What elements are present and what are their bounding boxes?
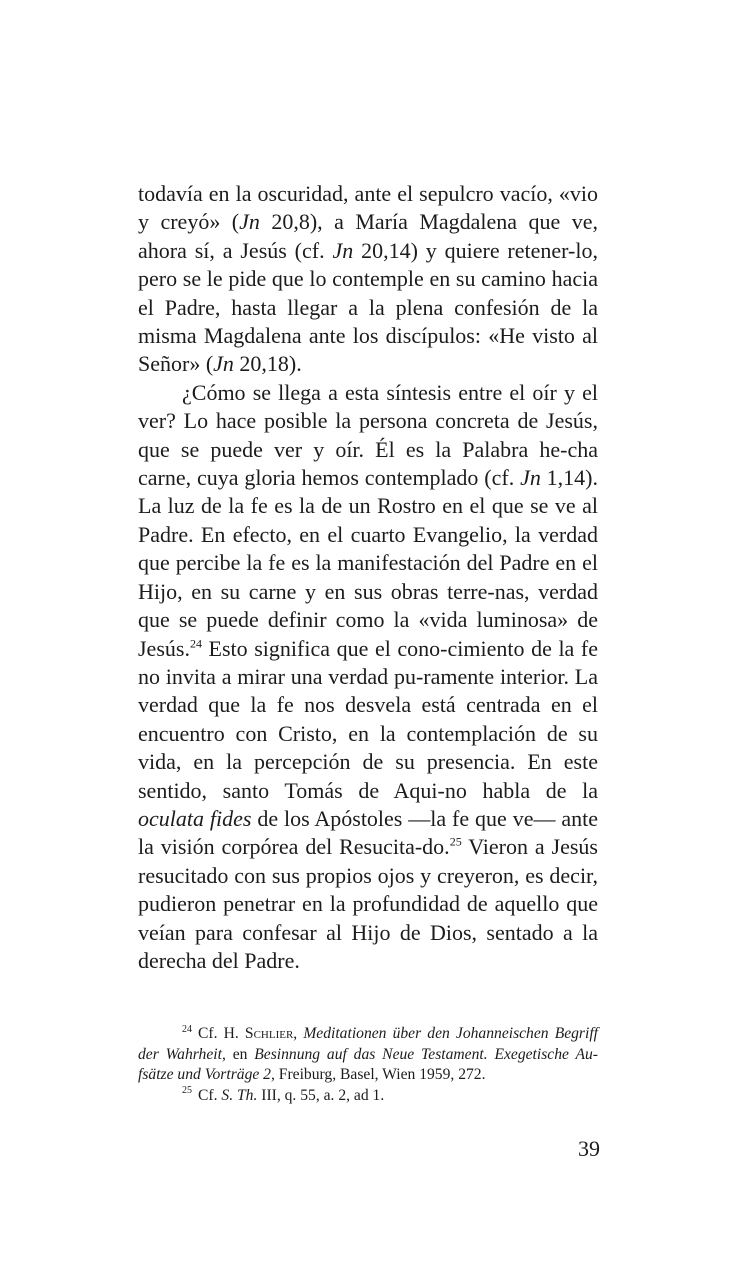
text-run: todavía en la oscuridad, ante el sepulcro vacío, «vio y creyó» ( (138, 181, 598, 235)
text-run: Esto significa que el cono-cimiento de la fe no invita a mirar una verdad pu-ramente interior. La verdad que la fe nos desvela está centrada en el encuentro con Cristo, en la contemplación de su vida, en la percepción de su presencia. En este sentido, santo Tomás de Aqui-no habla de la (138, 635, 598, 803)
latin-term: oculata fides (138, 805, 252, 831)
text-run: , en (221, 1045, 255, 1063)
work-title: Besinnung auf das Neue Testament. Exegetische Au-fsätze und Vorträge 2, (138, 1045, 598, 1083)
footnote-24 (138, 1024, 598, 1086)
text-run: de los Apóstoles —la fe que ve— ante la visión corpórea del Resucita-do. (138, 805, 598, 860)
footnote-number: 24 (182, 1023, 192, 1035)
text-run: Cf. (198, 1086, 222, 1104)
text-run: III, q. 55, a. 2, ad 1. (257, 1086, 385, 1104)
book-abbrev: Jn (239, 209, 260, 235)
footnote-ref-24[interactable]: 24 (189, 636, 202, 651)
footnotes (138, 1024, 598, 1106)
text-run: ¿Cómo se llega a esta síntesis entre el oír y el ver? Lo hace posible la persona concreta de Jesús, que se puede ver y oír. Él es la Palabra he-cha carne, cuya gloria hemos contemplado (cf. (138, 379, 598, 491)
book-abbrev: Jn (213, 351, 234, 377)
book-abbrev: Jn (520, 465, 541, 491)
paragraph-1 (138, 180, 598, 379)
footnote-number: 25 (182, 1085, 192, 1097)
paragraph-2 (138, 379, 598, 976)
text-run: , (293, 1025, 304, 1042)
text-run: Cf. H. (198, 1025, 245, 1042)
text-run: 20,14) y quiere retener-lo, pero se le pide que lo contemple en su camino hacia el Padre, hasta llegar a la plena confesión de la misma Magdalena ante los discípulos: «He visto al Señor» ( (138, 237, 598, 377)
main-text (138, 180, 598, 975)
author-name: Schlier (244, 1025, 294, 1042)
work-title: Meditationen über den Johanneischen Begriff der Wahrheit (138, 1025, 598, 1063)
page-number: 39 (578, 1136, 600, 1161)
footnote-25 (138, 1086, 598, 1107)
text-run: Freiburg, Basel, Wien 1959, 272. (274, 1066, 486, 1083)
text-run: 20,18). (233, 351, 302, 377)
footnote-ref-25[interactable]: 25 (449, 835, 462, 850)
text-run: 1,14). La luz de la fe es la de un Rostro en el que se ve al Padre. En efecto, en el cuarto Evangelio, la verdad que percibe la fe es la manifestación del Padre en el Hijo, en su carne y en sus obras terre-nas, verdad que se puede definir como la «vida luminosa» de Jesús. (138, 465, 599, 661)
text-run: Vieron a Jesús resucitado con sus propios ojos y creyeron, es decir, pudieron penetrar en la profundidad de aquello que veían para confesar al Hijo de Dios, sentado a la derecha del Padre. (138, 834, 598, 973)
book-abbrev: Jn (332, 237, 354, 263)
text-run: 20,8), a María Magdalena que ve, ahora sí, a Jesús (cf. (138, 209, 598, 263)
work-title: S. Th. (221, 1086, 258, 1104)
